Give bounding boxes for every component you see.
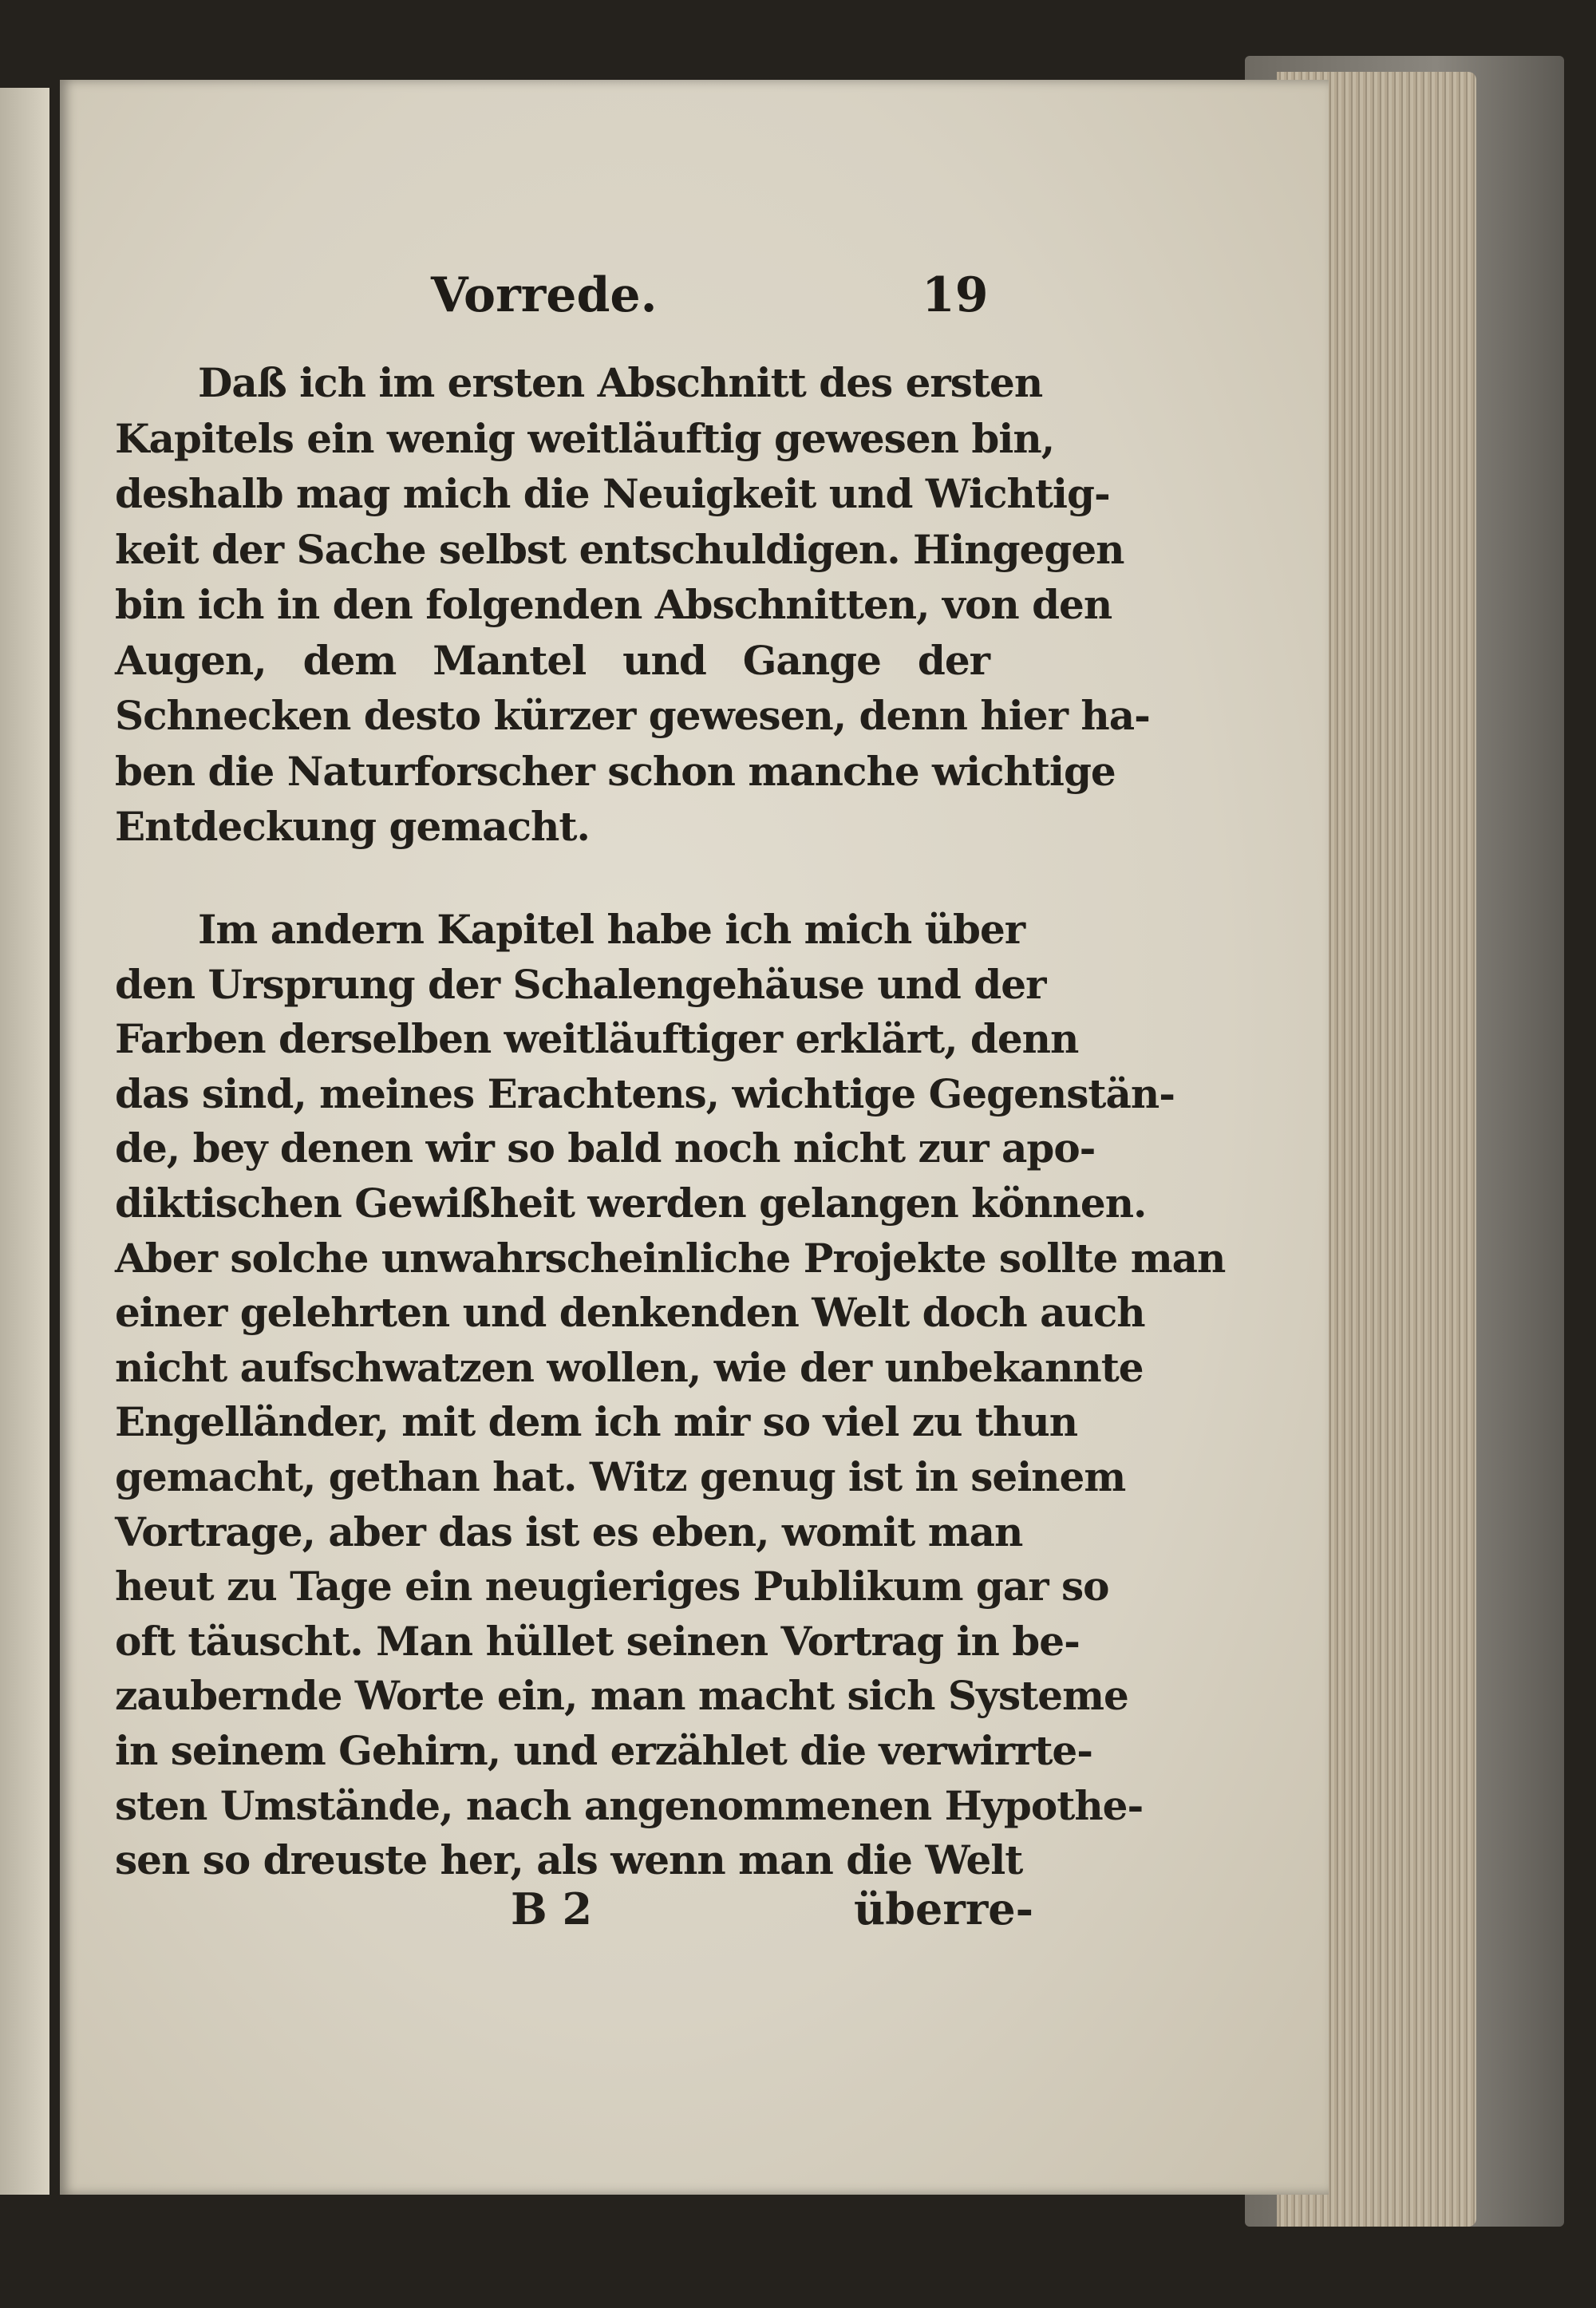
- page-number: 19: [922, 267, 989, 323]
- text-line: den Ursprung der Schalengehäuse und der: [115, 960, 1046, 1008]
- text-line: Farben derselben weitläuftiger erklärt, denn: [115, 1015, 1079, 1063]
- text-line: Augen, dem Mantel und Gange der: [115, 636, 990, 684]
- text-line: heut zu Tage ein neugieriges Publikum gar so: [115, 1563, 1109, 1610]
- text-line: das sind, meines Erachtens, wichtige Gegenstän-: [115, 1069, 1175, 1117]
- text-line: sen so dreuste her, als wenn man die Welt: [115, 1836, 1023, 1884]
- signature-mark: B 2: [511, 1883, 593, 1935]
- text-line: sten Umstände, nach angenommenen Hypothe-: [115, 1781, 1144, 1829]
- text-line: Daß ich im ersten Abschnitt des ersten: [198, 359, 1043, 406]
- text-line: in seinem Gehirn, und erzählet die verwirrte-: [115, 1727, 1092, 1774]
- catchword: überre-: [854, 1883, 1034, 1935]
- facing-page-edge: [0, 88, 49, 2195]
- text-line: keit der Sache selbst entschuldigen. Hingegen: [115, 525, 1124, 573]
- text-line: Kapitels ein wenig weitläuftig gewesen bin,: [115, 414, 1055, 462]
- text-line: oft täuscht. Man hüllet seinen Vortrag in be-: [115, 1617, 1080, 1665]
- text-line: Engelländer, mit dem ich mir so viel zu thun: [115, 1398, 1078, 1446]
- text-line: de, bey denen wir so bald noch nicht zur apo-: [115, 1124, 1096, 1172]
- text-line: bin ich in den folgenden Abschnitten, von den: [115, 581, 1112, 628]
- text-line: zaubernde Worte ein, man macht sich Systeme: [115, 1672, 1128, 1720]
- running-title: Vorrede.: [431, 267, 658, 323]
- text-line: Im andern Kapitel habe ich mich über: [198, 906, 1025, 953]
- text-line: diktischen Gewißheit werden gelangen können.: [115, 1180, 1147, 1227]
- text-line: Aber solche unwahrscheinliche Projekte sollte man: [115, 1234, 1226, 1282]
- text-line: ben die Naturforscher schon manche wichtige: [115, 747, 1116, 795]
- text-line: nicht aufschwatzen wollen, wie der unbekannte: [115, 1343, 1144, 1391]
- text-line: einer gelehrten und denkenden Welt doch auch: [115, 1289, 1145, 1337]
- text-line: Entdeckung gemacht.: [115, 803, 590, 850]
- text-line: Schnecken desto kürzer gewesen, denn hier ha-: [115, 692, 1150, 739]
- text-line: gemacht, gethan hat. Witz genug ist in seinem: [115, 1453, 1126, 1500]
- text-line: deshalb mag mich die Neuigkeit und Wichtig-: [115, 470, 1110, 517]
- text-line: Vortrage, aber das ist es eben, womit man: [115, 1508, 1023, 1555]
